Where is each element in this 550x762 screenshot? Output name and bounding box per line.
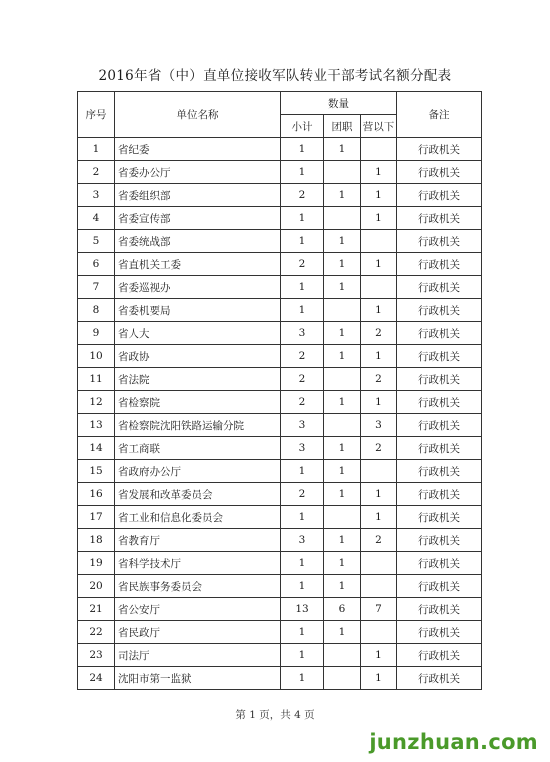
cell-battalion: 2 bbox=[361, 322, 397, 345]
cell-remark: 行政机关 bbox=[397, 437, 482, 460]
cell-subtotal: 1 bbox=[281, 575, 324, 598]
cell-regiment: 1 bbox=[324, 253, 361, 276]
cell-remark: 行政机关 bbox=[397, 598, 482, 621]
cell-seq: 6 bbox=[78, 253, 115, 276]
cell-remark: 行政机关 bbox=[397, 322, 482, 345]
cell-battalion: 1 bbox=[361, 207, 397, 230]
cell-battalion: 1 bbox=[361, 483, 397, 506]
cell-regiment: 1 bbox=[324, 575, 361, 598]
cell-battalion: 1 bbox=[361, 667, 397, 690]
cell-seq: 14 bbox=[78, 437, 115, 460]
cell-unit-name: 省民政厅 bbox=[115, 621, 281, 644]
cell-remark: 行政机关 bbox=[397, 345, 482, 368]
cell-subtotal: 1 bbox=[281, 460, 324, 483]
cell-seq: 15 bbox=[78, 460, 115, 483]
cell-unit-name: 省委巡视办 bbox=[115, 276, 281, 299]
table-row bbox=[78, 621, 482, 644]
table-row bbox=[78, 644, 482, 667]
cell-battalion: 1 bbox=[361, 345, 397, 368]
table-row bbox=[78, 483, 482, 506]
cell-remark: 行政机关 bbox=[397, 184, 482, 207]
cell-battalion: 1 bbox=[361, 391, 397, 414]
cell-regiment: 6 bbox=[324, 598, 361, 621]
header-remark: 备注 bbox=[397, 92, 482, 138]
cell-regiment: 1 bbox=[324, 322, 361, 345]
cell-seq: 18 bbox=[78, 529, 115, 552]
cell-remark: 行政机关 bbox=[397, 391, 482, 414]
cell-subtotal: 1 bbox=[281, 506, 324, 529]
cell-regiment bbox=[324, 667, 361, 690]
cell-subtotal: 3 bbox=[281, 414, 324, 437]
cell-regiment: 1 bbox=[324, 230, 361, 253]
cell-remark: 行政机关 bbox=[397, 276, 482, 299]
cell-regiment: 1 bbox=[324, 437, 361, 460]
cell-regiment: 1 bbox=[324, 276, 361, 299]
cell-unit-name: 省委宣传部 bbox=[115, 207, 281, 230]
cell-regiment: 1 bbox=[324, 552, 361, 575]
table-row bbox=[78, 368, 482, 391]
header-regiment: 团职 bbox=[324, 115, 361, 138]
cell-seq: 1 bbox=[78, 138, 115, 161]
table-row bbox=[78, 598, 482, 621]
cell-subtotal: 1 bbox=[281, 207, 324, 230]
cell-regiment bbox=[324, 506, 361, 529]
header-subtotal: 小计 bbox=[281, 115, 324, 138]
cell-subtotal: 1 bbox=[281, 621, 324, 644]
cell-remark: 行政机关 bbox=[397, 414, 482, 437]
cell-unit-name: 省政府办公厅 bbox=[115, 460, 281, 483]
cell-unit-name: 司法厅 bbox=[115, 644, 281, 667]
cell-regiment bbox=[324, 299, 361, 322]
cell-regiment bbox=[324, 644, 361, 667]
cell-seq: 10 bbox=[78, 345, 115, 368]
table-row bbox=[78, 161, 482, 184]
cell-remark: 行政机关 bbox=[397, 253, 482, 276]
quota-table bbox=[77, 91, 482, 690]
cell-unit-name: 省委统战部 bbox=[115, 230, 281, 253]
table-row bbox=[78, 138, 482, 161]
cell-seq: 8 bbox=[78, 299, 115, 322]
cell-unit-name: 省政协 bbox=[115, 345, 281, 368]
cell-subtotal: 1 bbox=[281, 161, 324, 184]
header-unit: 单位名称 bbox=[115, 92, 281, 138]
cell-regiment: 1 bbox=[324, 483, 361, 506]
header-quantity: 数量 bbox=[281, 92, 397, 115]
cell-regiment bbox=[324, 368, 361, 391]
table-row bbox=[78, 575, 482, 598]
cell-regiment bbox=[324, 161, 361, 184]
cell-remark: 行政机关 bbox=[397, 552, 482, 575]
cell-remark: 行政机关 bbox=[397, 529, 482, 552]
cell-subtotal: 2 bbox=[281, 184, 324, 207]
cell-seq: 23 bbox=[78, 644, 115, 667]
cell-remark: 行政机关 bbox=[397, 667, 482, 690]
cell-battalion: 2 bbox=[361, 368, 397, 391]
cell-seq: 5 bbox=[78, 230, 115, 253]
cell-seq: 22 bbox=[78, 621, 115, 644]
cell-seq: 3 bbox=[78, 184, 115, 207]
table-row bbox=[78, 506, 482, 529]
header-seq: 序号 bbox=[78, 92, 115, 138]
cell-seq: 4 bbox=[78, 207, 115, 230]
cell-remark: 行政机关 bbox=[397, 161, 482, 184]
cell-subtotal: 2 bbox=[281, 253, 324, 276]
cell-subtotal: 1 bbox=[281, 644, 324, 667]
cell-battalion bbox=[361, 276, 397, 299]
cell-seq: 2 bbox=[78, 161, 115, 184]
table-header bbox=[78, 92, 482, 138]
cell-remark: 行政机关 bbox=[397, 506, 482, 529]
cell-unit-name: 省检察院 bbox=[115, 391, 281, 414]
cell-battalion: 7 bbox=[361, 598, 397, 621]
cell-remark: 行政机关 bbox=[397, 138, 482, 161]
cell-remark: 行政机关 bbox=[397, 575, 482, 598]
cell-subtotal: 1 bbox=[281, 230, 324, 253]
cell-unit-name: 沈阳市第一监狱 bbox=[115, 667, 281, 690]
cell-unit-name: 省委组织部 bbox=[115, 184, 281, 207]
table-row bbox=[78, 460, 482, 483]
cell-subtotal: 2 bbox=[281, 368, 324, 391]
cell-regiment: 1 bbox=[324, 138, 361, 161]
table-row bbox=[78, 299, 482, 322]
cell-unit-name: 省工业和信息化委员会 bbox=[115, 506, 281, 529]
cell-subtotal: 1 bbox=[281, 667, 324, 690]
cell-unit-name: 省教育厅 bbox=[115, 529, 281, 552]
cell-seq: 9 bbox=[78, 322, 115, 345]
table-row bbox=[78, 276, 482, 299]
table-row bbox=[78, 552, 482, 575]
cell-regiment: 1 bbox=[324, 460, 361, 483]
cell-battalion bbox=[361, 460, 397, 483]
cell-remark: 行政机关 bbox=[397, 230, 482, 253]
cell-regiment bbox=[324, 414, 361, 437]
table-row bbox=[78, 414, 482, 437]
cell-remark: 行政机关 bbox=[397, 483, 482, 506]
table-row bbox=[78, 207, 482, 230]
cell-battalion: 1 bbox=[361, 644, 397, 667]
table-row bbox=[78, 667, 482, 690]
cell-seq: 19 bbox=[78, 552, 115, 575]
cell-battalion bbox=[361, 575, 397, 598]
cell-battalion bbox=[361, 552, 397, 575]
cell-battalion: 2 bbox=[361, 529, 397, 552]
cell-regiment: 1 bbox=[324, 345, 361, 368]
cell-regiment: 1 bbox=[324, 621, 361, 644]
table-row bbox=[78, 184, 482, 207]
cell-seq: 12 bbox=[78, 391, 115, 414]
cell-subtotal: 13 bbox=[281, 598, 324, 621]
cell-subtotal: 2 bbox=[281, 391, 324, 414]
cell-seq: 17 bbox=[78, 506, 115, 529]
cell-unit-name: 省委机要局 bbox=[115, 299, 281, 322]
header-battalion: 营以下 bbox=[361, 115, 397, 138]
cell-battalion: 1 bbox=[361, 506, 397, 529]
cell-unit-name: 省人大 bbox=[115, 322, 281, 345]
cell-seq: 11 bbox=[78, 368, 115, 391]
cell-regiment: 1 bbox=[324, 184, 361, 207]
cell-unit-name: 省公安厅 bbox=[115, 598, 281, 621]
table-row bbox=[78, 391, 482, 414]
table-row bbox=[78, 529, 482, 552]
cell-seq: 24 bbox=[78, 667, 115, 690]
cell-remark: 行政机关 bbox=[397, 299, 482, 322]
cell-battalion: 3 bbox=[361, 414, 397, 437]
table-body bbox=[78, 138, 482, 690]
cell-unit-name: 省工商联 bbox=[115, 437, 281, 460]
cell-unit-name: 省检察院沈阳铁路运输分院 bbox=[115, 414, 281, 437]
cell-regiment bbox=[324, 207, 361, 230]
cell-subtotal: 2 bbox=[281, 483, 324, 506]
cell-unit-name: 省科学技术厅 bbox=[115, 552, 281, 575]
cell-subtotal: 2 bbox=[281, 345, 324, 368]
cell-seq: 16 bbox=[78, 483, 115, 506]
cell-battalion bbox=[361, 230, 397, 253]
cell-battalion: 1 bbox=[361, 184, 397, 207]
cell-unit-name: 省委办公厅 bbox=[115, 161, 281, 184]
cell-seq: 7 bbox=[78, 276, 115, 299]
cell-remark: 行政机关 bbox=[397, 368, 482, 391]
cell-seq: 21 bbox=[78, 598, 115, 621]
cell-battalion bbox=[361, 138, 397, 161]
cell-subtotal: 3 bbox=[281, 437, 324, 460]
cell-regiment: 1 bbox=[324, 529, 361, 552]
cell-remark: 行政机关 bbox=[397, 621, 482, 644]
table-row bbox=[78, 230, 482, 253]
cell-subtotal: 3 bbox=[281, 529, 324, 552]
cell-subtotal: 1 bbox=[281, 552, 324, 575]
cell-remark: 行政机关 bbox=[397, 207, 482, 230]
cell-remark: 行政机关 bbox=[397, 644, 482, 667]
cell-regiment: 1 bbox=[324, 391, 361, 414]
cell-battalion: 2 bbox=[361, 437, 397, 460]
cell-battalion: 1 bbox=[361, 299, 397, 322]
cell-seq: 20 bbox=[78, 575, 115, 598]
cell-subtotal: 3 bbox=[281, 322, 324, 345]
cell-unit-name: 省纪委 bbox=[115, 138, 281, 161]
watermark-logo: junzhuan.com bbox=[369, 730, 538, 754]
cell-subtotal: 1 bbox=[281, 299, 324, 322]
cell-unit-name: 省民族事务委员会 bbox=[115, 575, 281, 598]
cell-seq: 13 bbox=[78, 414, 115, 437]
cell-subtotal: 1 bbox=[281, 138, 324, 161]
table-row bbox=[78, 322, 482, 345]
cell-battalion bbox=[361, 621, 397, 644]
page-title: 2016年省（中）直单位接收军队转业干部考试名额分配表 bbox=[98, 68, 452, 84]
cell-subtotal: 1 bbox=[281, 276, 324, 299]
cell-unit-name: 省直机关工委 bbox=[115, 253, 281, 276]
cell-unit-name: 省法院 bbox=[115, 368, 281, 391]
cell-unit-name: 省发展和改革委员会 bbox=[115, 483, 281, 506]
cell-battalion: 1 bbox=[361, 253, 397, 276]
table-row bbox=[78, 437, 482, 460]
table-row bbox=[78, 253, 482, 276]
table-row bbox=[78, 345, 482, 368]
cell-battalion: 1 bbox=[361, 161, 397, 184]
cell-remark: 行政机关 bbox=[397, 460, 482, 483]
page-footer: 第 1 页，共 4 页 bbox=[235, 709, 315, 721]
